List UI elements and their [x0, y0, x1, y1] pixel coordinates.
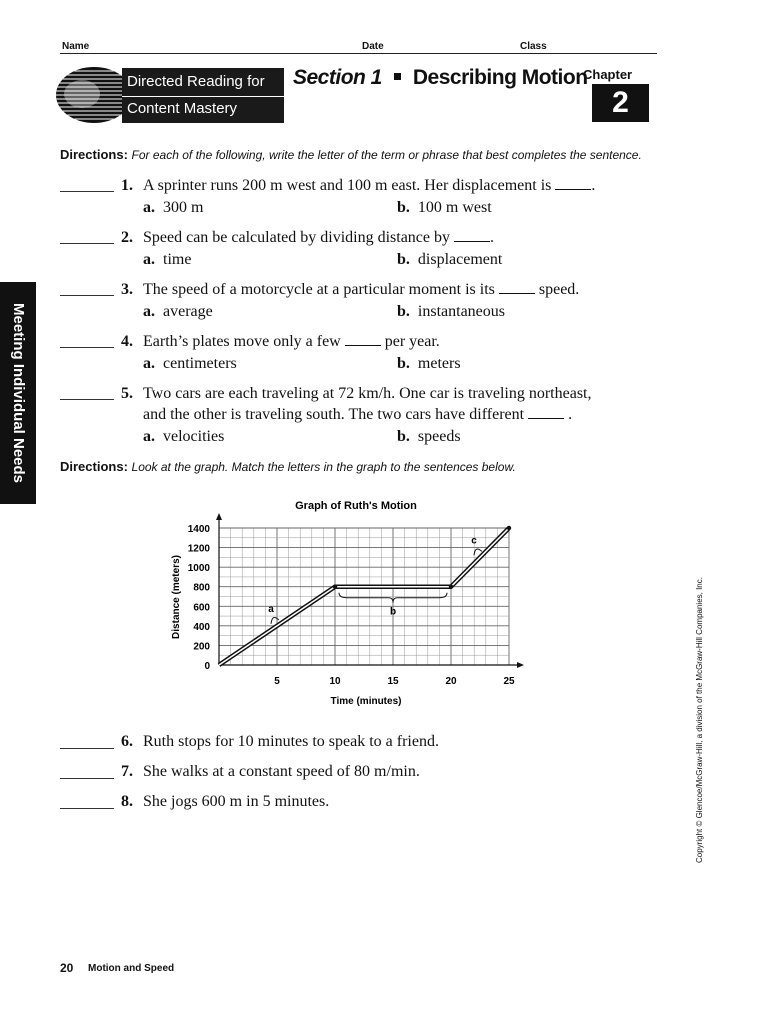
question-text: Ruth stops for 10 minutes to speak to a friend.	[143, 733, 439, 750]
chart-title: Graph of Ruth's Motion	[295, 500, 417, 512]
x-axis-arrow-icon	[517, 662, 524, 668]
banner-separator	[122, 96, 284, 97]
fill-blank	[528, 406, 564, 419]
chapter-number: 2	[592, 84, 649, 122]
option-b: b. instantaneous	[397, 303, 505, 320]
option-b: b. meters	[397, 355, 461, 372]
y-tick-label: 800	[193, 582, 210, 594]
data-point	[449, 585, 453, 589]
y-tick-label: 1200	[187, 543, 210, 555]
fill-blank	[454, 229, 490, 242]
question-text: Speed can be calculated by dividing distance by .	[143, 229, 495, 246]
question-number: 5.	[121, 385, 133, 402]
question-number: 8.	[121, 793, 133, 810]
x-tick-label: 15	[387, 676, 399, 687]
question-text: Earth’s plates move only a few per year.	[143, 333, 440, 350]
y-axis-label: Distance (meters)	[171, 555, 182, 639]
answer-blank-4[interactable]	[60, 347, 114, 348]
header-rule	[60, 53, 657, 54]
y-axis-arrow-icon	[216, 513, 222, 520]
name-label: Name	[62, 41, 90, 52]
footer-title: Motion and Speed	[88, 963, 175, 974]
data-point	[333, 585, 337, 589]
question-text-continued: and the other is traveling south. The two cars have different .	[143, 406, 573, 423]
question-text: She walks at a constant speed of 80 m/min.	[143, 763, 420, 780]
answer-blank-7[interactable]	[60, 778, 114, 779]
option-b: b. displacement	[397, 251, 503, 268]
answer-blank-2[interactable]	[60, 243, 114, 244]
option-a: a. centimeters	[143, 355, 237, 372]
question-text: The speed of a motorcycle at a particular moment is its speed.	[143, 281, 580, 298]
y-tick-label: 200	[193, 641, 210, 653]
question-number: 3.	[121, 281, 133, 298]
date-label: Date	[362, 41, 384, 52]
directions-label: Directions:	[60, 459, 128, 474]
y-tick-label: 0	[204, 661, 210, 672]
annotation-label-c: c	[471, 535, 477, 547]
question-text: A sprinter runs 200 m west and 100 m east. Her displacement is .	[143, 177, 596, 194]
question-text: She jogs 600 m in 5 minutes.	[143, 793, 330, 810]
y-tick-label: 600	[193, 602, 210, 614]
annotation-label-a: a	[268, 603, 274, 615]
bullet-icon	[394, 73, 401, 80]
answer-blank-1[interactable]	[60, 191, 114, 192]
option-a: a. velocities	[143, 428, 225, 445]
y-tick-label: 1400	[187, 524, 210, 535]
annotation-label-b: b	[389, 606, 397, 618]
answer-blank-5[interactable]	[60, 399, 114, 400]
question-number: 2.	[121, 229, 133, 246]
section-label: Section 1	[293, 66, 382, 89]
chapter-label: Chapter	[583, 67, 633, 82]
x-tick-label: 10	[329, 676, 341, 687]
question-text: Two cars are each traveling at 72 km/h. One car is traveling northeast,	[143, 385, 592, 402]
answer-blank-8[interactable]	[60, 808, 114, 809]
question-number: 1.	[121, 177, 133, 194]
page-number: 20	[60, 961, 74, 975]
y-tick-label: 1000	[187, 563, 210, 575]
copyright-notice: Copyright © Glencoe/McGraw-Hill, a division of the McGraw-Hill Companies, Inc.	[695, 577, 704, 863]
motion-graph	[160, 490, 540, 715]
topic-title: Describing Motion	[412, 66, 588, 89]
question-number: 7.	[121, 763, 133, 780]
chart-ticks	[188, 524, 515, 687]
banner-line1: Directed Reading for	[127, 73, 265, 90]
directions-text: For each of the following, write the letter of the term or phrase that best completes the sentence.	[131, 148, 642, 162]
striped-globe-logo	[56, 66, 128, 126]
question-number: 6.	[121, 733, 133, 750]
x-tick-label: 20	[445, 676, 457, 687]
x-tick-label: 5	[274, 676, 280, 687]
class-label: Class	[520, 41, 547, 52]
banner-line2: Content Mastery	[127, 100, 238, 117]
side-tab-text: Meeting Individual Needs	[10, 302, 27, 484]
option-a: a. time	[143, 251, 192, 268]
chart-grid	[219, 528, 509, 665]
fill-blank	[555, 177, 591, 190]
option-b: b. speeds	[397, 428, 461, 445]
data-point	[507, 526, 511, 530]
option-a: a. 300 m	[143, 199, 204, 216]
question-number: 4.	[121, 333, 133, 350]
directions-2	[60, 459, 516, 474]
directions-text: Look at the graph. Match the letters in the graph to the sentences below.	[131, 460, 516, 474]
answer-blank-3[interactable]	[60, 295, 114, 296]
answer-blank-6[interactable]	[60, 748, 114, 749]
option-a: a. average	[143, 303, 213, 320]
option-b: b. 100 m west	[397, 199, 492, 216]
section-heading	[293, 66, 588, 90]
directions-label: Directions:	[60, 147, 128, 162]
x-axis-label: Time (minutes)	[330, 696, 402, 707]
fill-blank	[345, 333, 381, 346]
fill-blank	[499, 281, 535, 294]
chart-series	[219, 526, 511, 665]
directions-1	[60, 147, 642, 162]
x-tick-label: 25	[503, 676, 515, 687]
y-tick-label: 400	[193, 621, 210, 633]
